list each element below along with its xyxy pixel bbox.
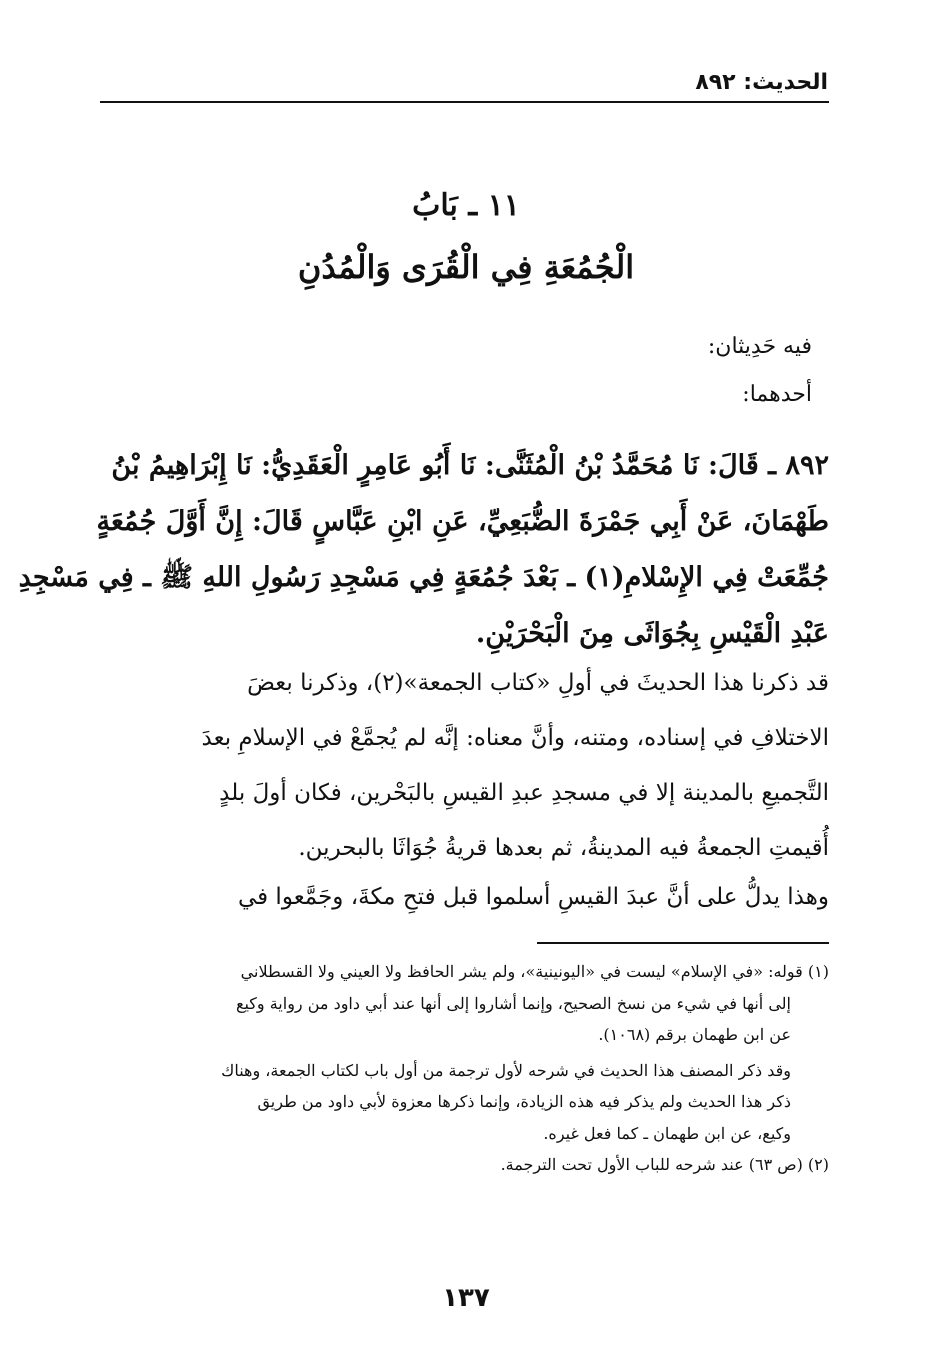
commentary-paragraph-1	[100, 656, 829, 876]
page-number: ١٣٧	[442, 1283, 490, 1313]
footnote-line: وكيع، عن ابن طهمان ـ كما فعل غيره.	[543, 1123, 791, 1143]
footnotes	[100, 956, 829, 1181]
commentary-line: أُقيمتِ الجمعةُ فيه المدينةُ، ثم بعدها قريةُ جُوَاثَا بالبحرين.	[298, 835, 829, 861]
hadith-line: طَهْمَانَ، عَنْ أَبِي جَمْرَةَ الضُّبَعِيِّ، عَنِ ابْنِ عَبَّاسٍ قَالَ: إِنَّ أَوَّلَ جُمُعَةٍ	[96, 506, 829, 537]
footnote-line: عن ابن طهمان برقم (١٠٦٨).	[598, 1025, 791, 1044]
running-header: الحديث: ٨٩٢	[695, 70, 828, 95]
footnote-line: (٢) (ص ٦٣) عند شرحه للباب الأول تحت الترجمة.	[500, 1155, 829, 1174]
hadith-line: ٨٩٢ ـ قَالَ: نَا مُحَمَّدُ بْنُ الْمُثَنَّى: نَا أَبُو عَامِرٍ الْعَقَدِيُّ: نَا إِبْرَاهِيمُ بْنُ	[111, 450, 829, 481]
hadith-line: عَبْدِ الْقَيْسِ بِجُوَاثَى مِنَ الْبَحْرَيْنِ.	[475, 618, 829, 649]
footnote-rule	[537, 942, 829, 944]
hadith-line: جُمِّعَتْ فِي الإِسْلامِ(١) ـ بَعْدَ جُمُعَةٍ فِي مَسْجِدِ رَسُولِ اللهِ ﷺ ـ فِي مَسْجِدِ	[18, 562, 829, 593]
footnote-line: ذكر هذا الحديث ولم يذكر فيه هذه الزيادة، وإنما ذكرها معزوة لأبي داود من طريق	[257, 1092, 791, 1111]
chapter-title: الْجُمُعَةِ فِي الْقُرَى وَالْمُدُنِ	[297, 248, 635, 286]
chapter-number: ١١ ـ بَابُ	[412, 188, 520, 223]
hadith-text	[18, 438, 829, 662]
commentary-line: قد ذكرنا هذا الحديثَ في أولِ «كتاب الجمعة»(٢)، وذكرنا بعضَ	[247, 670, 829, 696]
commentary-paragraph-2	[100, 870, 829, 925]
commentary-line: وهذا يدلُّ على أنَّ عبدَ القيسِ أسلموا قبل فتحِ مكةَ، وجَمَّعوا في	[237, 884, 829, 910]
intro-count: فيه حَدِيثان:	[707, 334, 812, 359]
header-rule	[100, 101, 829, 103]
commentary-line: التَّجميعِ بالمدينة إلا في مسجدِ عبدِ القيسِ بالبَحْرين، فكان أولَ بلدٍ	[219, 780, 829, 806]
footnote-line: إلى أنها في شيء من نسخ الصحيح، وإنما أشاروا إلى أنها عند أبي داود من رواية وكيع	[235, 993, 791, 1013]
footnote-line: وقد ذكر المصنف هذا الحديث في شرحه لأول ترجمة من أول باب لكتاب الجمعة، وهناك	[221, 1060, 791, 1080]
footnote-line: (١) قوله: «في الإسلام» ليست في «اليونينية»، ولم يشر الحافظ ولا العيني ولا القسطلاني	[240, 962, 829, 981]
intro-first: أحدهما:	[742, 382, 812, 407]
commentary-line: الاختلافِ في إسناده، ومتنه، وأنَّ معناه: إنَّه لم يُجمَّعْ في الإسلامِ بعدَ	[201, 725, 829, 751]
